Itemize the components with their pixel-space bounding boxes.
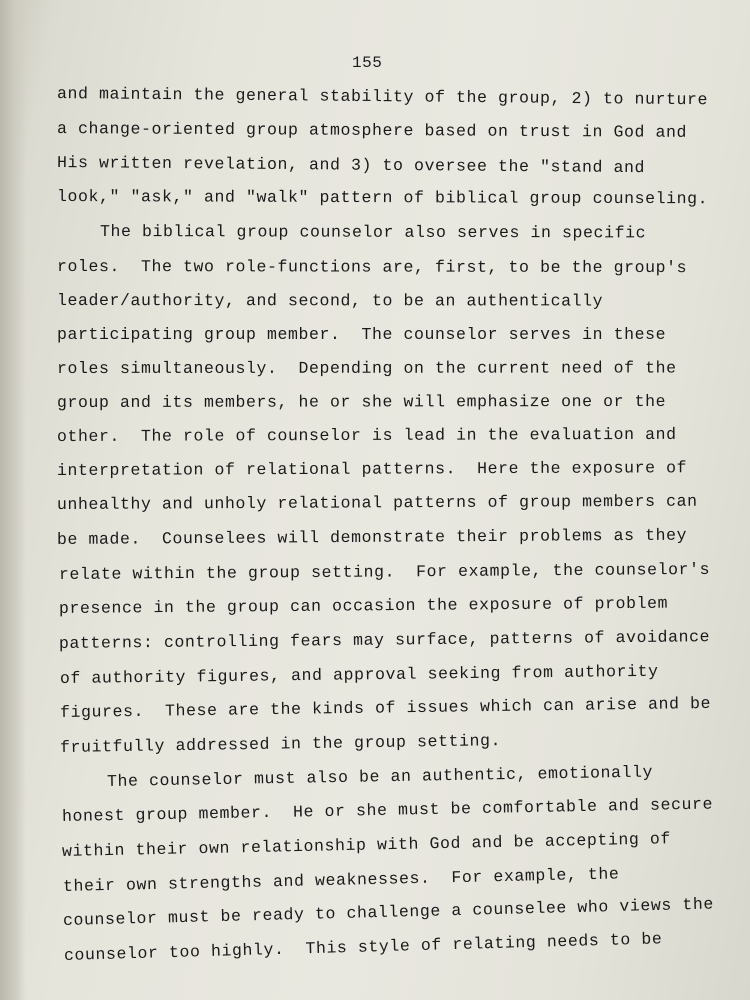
text-line: The biblical group counselor also serves in specific xyxy=(99,222,647,243)
page-number: 155 xyxy=(352,54,383,72)
text-line: honest group member. He or she must be comfortable and secure xyxy=(61,794,714,826)
text-line: within their own relationship with God and be accepting of xyxy=(61,829,672,861)
text-line: figures. These are the kinds of issues which can arise and be xyxy=(59,693,712,722)
text-line: counselor must be ready to challenge a counselee who views the xyxy=(62,894,715,930)
text-line: His written revelation, and 3) to oversee the "stand and xyxy=(56,153,646,178)
text-line: The counselor must also be an authentic, emotionally xyxy=(106,762,654,791)
text-line: and maintain the general stability of the group, 2) to nurture xyxy=(56,84,709,110)
text-line: fruitfully addressed in the group setting. xyxy=(59,731,502,757)
text-line: presence in the group can occasion the exposure of problem xyxy=(58,593,669,618)
text-line: unhealthy and unholy relational patterns of group members can xyxy=(56,491,698,514)
text-line: other. The role of counselor is lead in the evaluation and xyxy=(56,424,677,446)
text-line: counselor too highly. This style of relating needs to be xyxy=(63,929,663,965)
text-line: interpretation of relational patterns. Here the exposure of xyxy=(56,458,688,480)
text-line: be made. Counselees will demonstrate their problems as they xyxy=(56,525,688,549)
text-line: of authority figures, and approval seeking from authority xyxy=(59,661,659,688)
text-line: relate within the group setting. For example, the counselor's xyxy=(58,559,711,584)
text-line: look," "ask," and "walk" pattern of biblical group counseling. xyxy=(56,187,709,209)
text-line: their own strengths and weaknesses. For example, the xyxy=(62,864,620,896)
text-line: leader/authority, and second, to be an authentically xyxy=(56,291,604,311)
text-line: group and its members, he or she will emphasize one or the xyxy=(56,391,667,412)
text-line: roles simultaneously. Depending on the current need of the xyxy=(56,358,677,378)
text-line: a change-oriented group atmosphere based on trust in God and xyxy=(56,119,688,142)
text-line: roles. The two role-functions are, first, to be the group's xyxy=(56,257,688,278)
text-line: patterns: controlling fears may surface, patterns of avoidance xyxy=(58,627,711,653)
text-line: participating group member. The counselor serves in these xyxy=(57,325,667,344)
